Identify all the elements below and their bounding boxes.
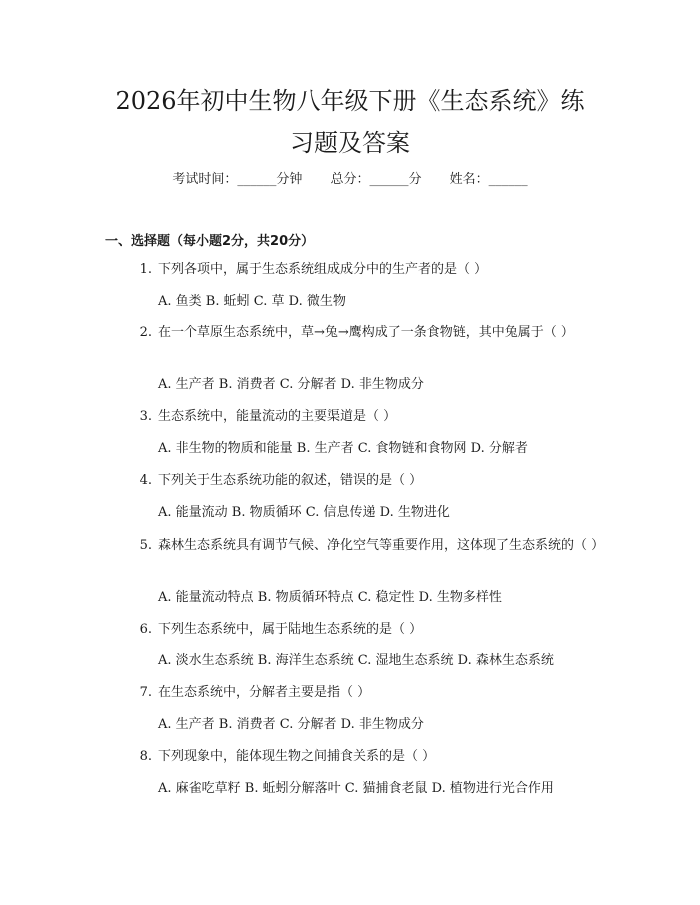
question-number: 3. [139,409,152,424]
question-text: 下列各项中，属于生态系统组成成分中的生产者的是（ ） [158,262,488,277]
question-2 [110,322,605,344]
question-6 [110,619,605,641]
question-options: A. 能量流动特点 B. 物质循环特点 C. 稳定性 D. 生物多样性 [158,590,502,605]
question-text: 下列生态系统中，属于陆地生态系统的是（ ） [158,622,423,637]
question-options: A. 生产者 B. 消费者 C. 分解者 D. 非生物成分 [158,377,424,392]
question-5 [110,535,605,557]
question-7 [110,682,605,704]
question-text: 在一个草原生态系统中，草→兔→鹰构成了一条食物链，其中兔属于（ ） [158,325,574,340]
question-options: A. 麻雀吃草籽 B. 蚯蚓分解落叶 C. 猫捕食老鼠 D. 植物进行光合作用 [158,781,554,796]
question-options: A. 鱼类 B. 蚯蚓 C. 草 D. 微生物 [158,294,346,309]
question-number: 4. [139,473,152,488]
question-number: 5. [139,538,152,553]
question-text: 下列现象中，能体现生物之间捕食关系的是（ ） [158,749,436,764]
exam-score: 总分：______分 [330,172,422,187]
exam-name: 姓名：______ [449,172,528,187]
question-3 [110,406,605,428]
question-1 [110,259,605,281]
question-options: A. 能量流动 B. 物质循环 C. 信息传递 D. 生物进化 [158,505,450,520]
title-line-1: 2026年初中生物八年级下册《生态系统》练 [115,87,585,115]
title-line-2: 习题及答案 [290,129,410,157]
question-number: 1. [139,262,152,277]
question-options: A. 非生物的物质和能量 B. 生产者 C. 食物链和食物网 D. 分解者 [158,441,528,456]
question-options: A. 生产者 B. 消费者 C. 分解者 D. 非生物成分 [158,717,424,732]
question-text: 在生态系统中，分解者主要是指（ ） [158,685,371,700]
question-text: 森林生态系统具有调节气候、净化空气等重要作用，这体现了生态系统的（ ） [158,538,605,553]
question-text: 下列关于生态系统功能的叙述，错误的是（ ） [158,473,423,488]
question-options: A. 淡水生态系统 B. 海洋生态系统 C. 湿地生态系统 D. 森林生态系统 [158,653,554,668]
question-4 [110,470,605,492]
section-heading: 一、选择题（每小题2分，共20分） [105,234,315,249]
question-number: 2. [139,325,152,340]
question-text: 生态系统中，能量流动的主要渠道是（ ） [158,409,397,424]
question-8 [110,746,605,768]
exam-time: 考试时间：______分钟 [172,172,303,187]
question-number: 6. [139,622,152,637]
question-number: 7. [139,685,152,700]
question-number: 8. [139,749,152,764]
